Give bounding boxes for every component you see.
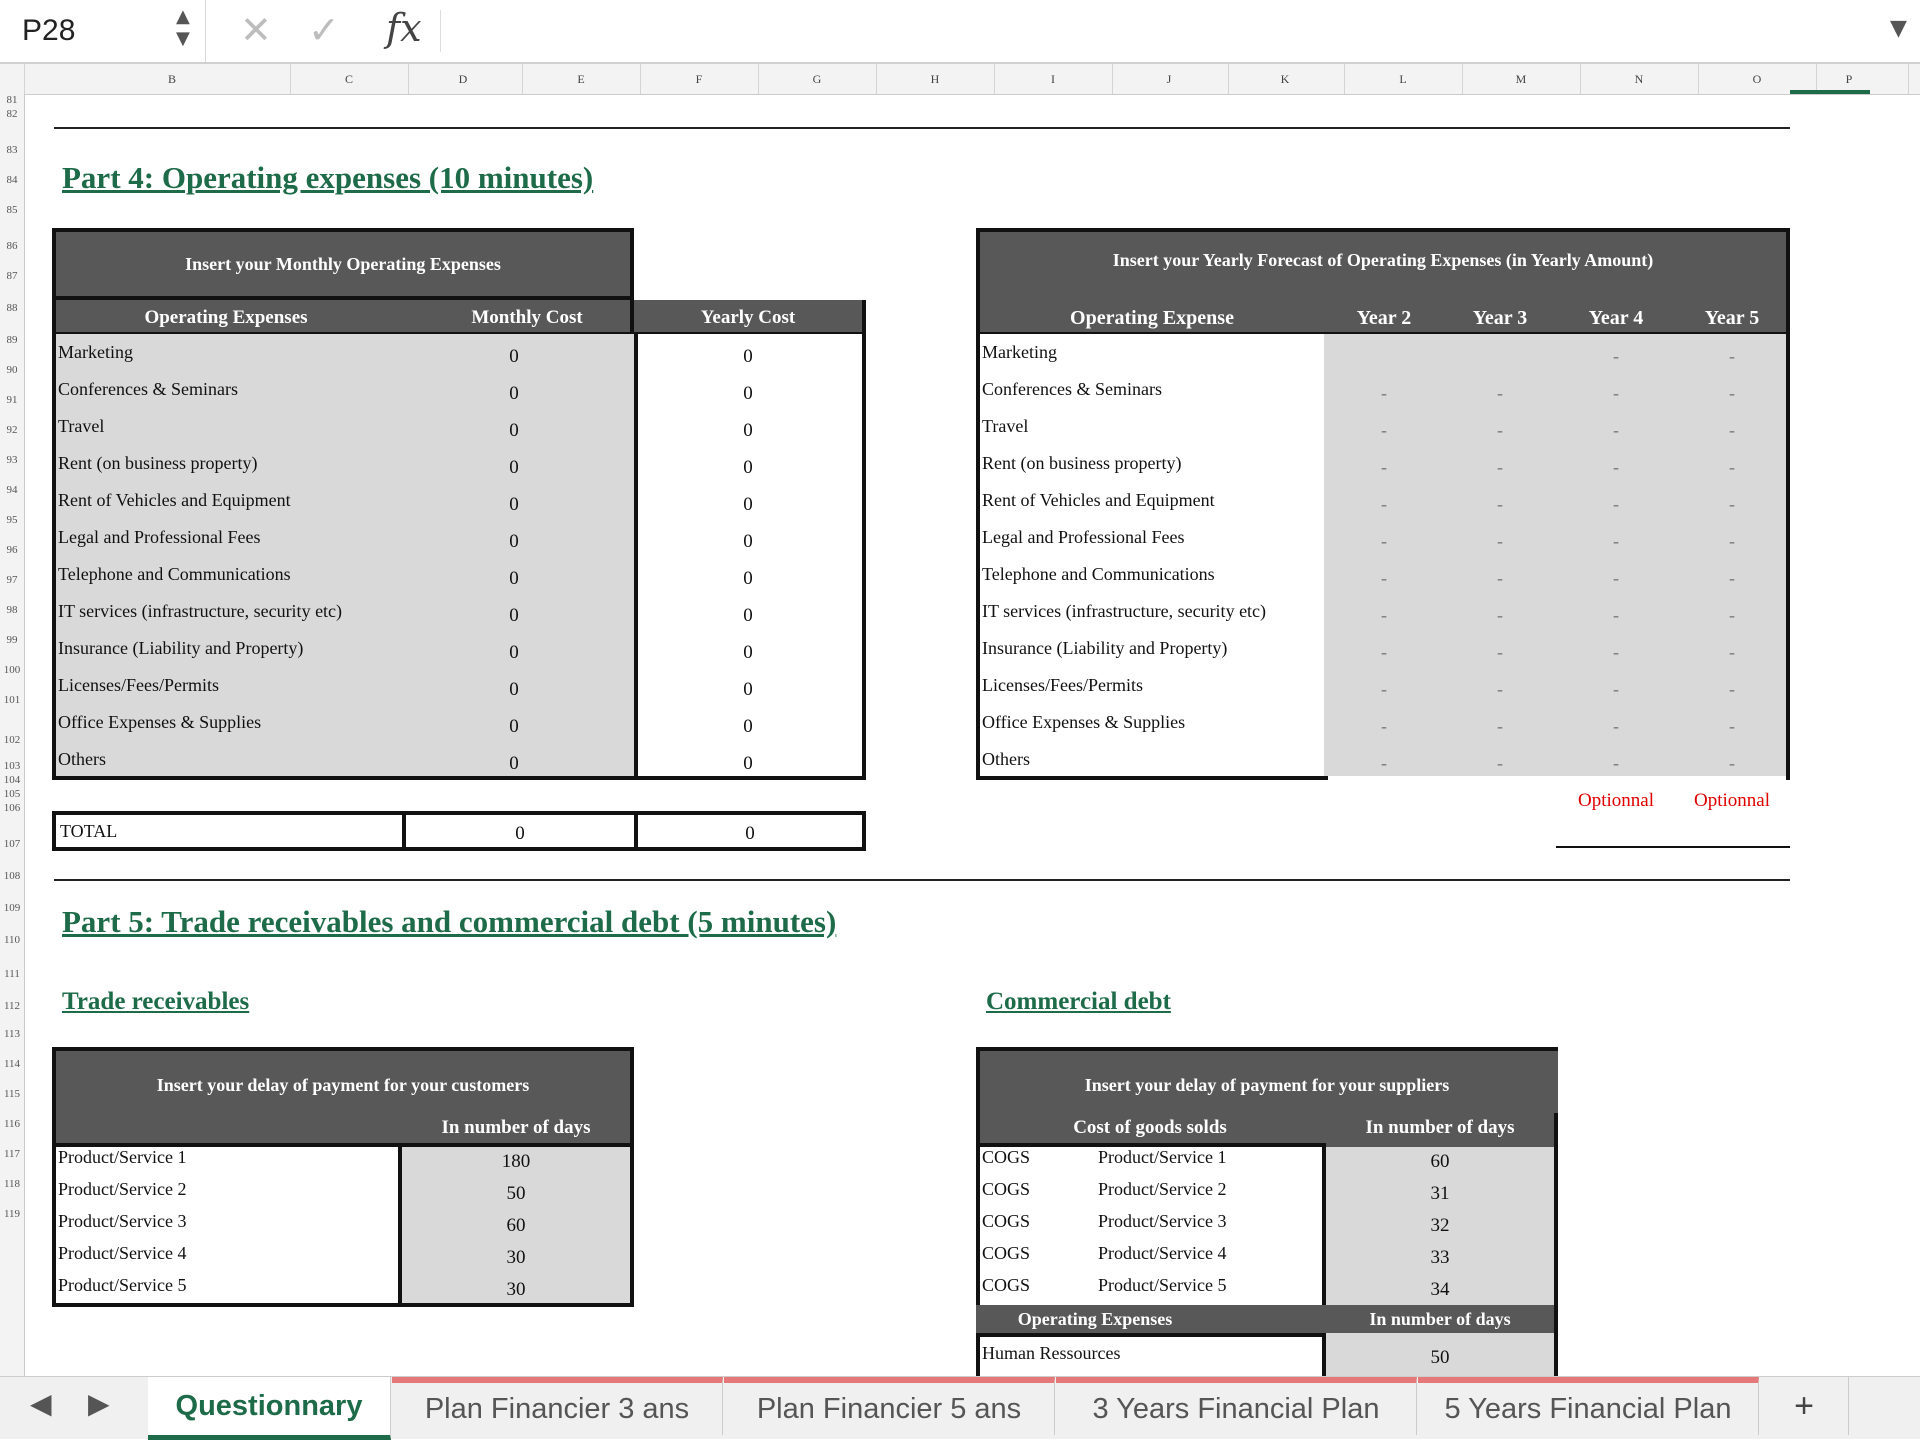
col-year-2: Year 2 — [1356, 307, 1412, 329]
forecast-cell[interactable]: - — [1729, 457, 1735, 477]
total-row — [52, 811, 866, 851]
row-header-102[interactable]: 102 — [3, 734, 21, 746]
monthly-cost-cell[interactable]: 0 — [509, 679, 519, 700]
total-monthly[interactable]: 0 — [515, 823, 525, 844]
monthly-cost-cell[interactable]: 0 — [509, 457, 519, 478]
expense-label: Conferences & Seminars — [58, 379, 238, 399]
tab-questionnary[interactable]: Questionnary — [148, 1377, 391, 1440]
column-header — [0, 64, 1920, 95]
expense-label: Marketing — [982, 342, 1057, 362]
row-header-101[interactable]: 101 — [3, 694, 21, 706]
formula-input[interactable] — [446, 4, 1876, 58]
days-cell[interactable]: 33 — [1430, 1247, 1450, 1268]
forecast-cell[interactable]: - — [1381, 716, 1387, 736]
row-header-90[interactable]: 90 — [6, 364, 18, 376]
row-header-83[interactable]: 83 — [6, 144, 18, 156]
column-header-D[interactable]: D — [404, 64, 523, 94]
forecast-cell[interactable]: - — [1497, 753, 1503, 773]
forecast-cell[interactable]: - — [1729, 383, 1735, 403]
row-header-89[interactable]: 89 — [6, 334, 18, 346]
forecast-cell[interactable]: - — [1729, 568, 1735, 588]
row-header-109[interactable]: 109 — [3, 902, 21, 914]
expense-label: Legal and Professional Fees — [982, 527, 1185, 547]
col-divider — [630, 298, 634, 338]
product-label: Product/Service 4 — [1098, 1243, 1227, 1263]
forecast-cell[interactable]: - — [1613, 642, 1619, 662]
expense-label: Office Expenses & Supplies — [58, 712, 262, 732]
expense-label: Marketing — [58, 342, 133, 362]
monthly-cost-cell[interactable]: 0 — [509, 494, 519, 515]
cogs-label: COGS — [982, 1179, 1031, 1199]
forecast-cell[interactable]: - — [1497, 679, 1503, 699]
corner-cell[interactable] — [0, 64, 25, 94]
expense-label: Others — [58, 749, 106, 769]
monthly-cost-cell[interactable]: 0 — [509, 568, 519, 589]
receivables-banner: Insert your delay of payment for your customers — [156, 1075, 530, 1095]
expense-label: Travel — [982, 416, 1029, 436]
column-header-H[interactable]: H — [876, 64, 995, 94]
row-header-98[interactable]: 98 — [6, 604, 18, 616]
monthly-expenses-table — [52, 228, 866, 780]
monthly-cost-cell[interactable]: 0 — [509, 753, 519, 774]
forecast-cell[interactable]: - — [1381, 642, 1387, 662]
days-cell[interactable]: 50 — [506, 1183, 526, 1204]
yearly-cost-cell[interactable]: 0 — [743, 605, 753, 626]
expense-label: Rent (on business property) — [982, 453, 1182, 473]
forecast-cell[interactable]: - — [1729, 531, 1735, 551]
name-box[interactable] — [0, 0, 206, 62]
yearly-cost-cell[interactable]: 0 — [743, 457, 753, 478]
product-label: Product/Service 3 — [58, 1211, 187, 1231]
row-header-88[interactable]: 88 — [6, 302, 18, 314]
monthly-cost-cell[interactable]: 0 — [509, 420, 519, 441]
forecast-cell[interactable]: - — [1613, 716, 1619, 736]
col-operating-expenses: Operating Expenses — [1017, 1309, 1173, 1329]
row-header-97[interactable]: 97 — [6, 574, 18, 586]
days-cell[interactable]: 180 — [501, 1151, 531, 1172]
days-cell[interactable]: 34 — [1430, 1279, 1450, 1300]
expense-label: IT services (infrastructure, security etc) — [58, 601, 343, 621]
row-header-119[interactable]: 119 — [3, 1208, 21, 1220]
tab-3-years-financial-plan[interactable]: 3 Years Financial Plan — [1056, 1377, 1417, 1435]
row-header-96[interactable]: 96 — [6, 544, 18, 556]
forecast-cell[interactable]: - — [1729, 494, 1735, 514]
row-header-115[interactable]: 115 — [3, 1088, 21, 1100]
column-header-B[interactable]: B — [54, 64, 291, 94]
forecast-cell[interactable]: - — [1497, 383, 1503, 403]
tab-5-years-financial-plan[interactable]: 5 Years Financial Plan — [1418, 1377, 1759, 1435]
optional-label-year5: Optionnal — [1694, 790, 1770, 811]
expense-label: Insurance (Liability and Property) — [982, 638, 1228, 658]
monthly-cost-cell[interactable]: 0 — [509, 605, 519, 626]
col-operating-expenses: Operating Expenses — [144, 307, 308, 328]
column-header-N[interactable]: N — [1580, 64, 1699, 94]
row-header-111[interactable]: 111 — [4, 968, 20, 980]
expense-label: Others — [982, 749, 1030, 769]
forecast-cell[interactable]: - — [1381, 494, 1387, 514]
row-header-99[interactable]: 99 — [6, 634, 18, 646]
forecast-cell[interactable]: - — [1381, 679, 1387, 699]
forecast-cell[interactable]: - — [1381, 605, 1387, 625]
monthly-cost-cell[interactable]: 0 — [509, 383, 519, 404]
forecast-cell[interactable]: - — [1613, 457, 1619, 477]
days-cell[interactable]: 60 — [506, 1215, 526, 1236]
commercial-debt-table — [976, 1047, 1558, 1376]
yearly-cost-cell[interactable]: 0 — [743, 568, 753, 589]
col-days: In number of days — [1365, 1117, 1515, 1138]
row-header-118[interactable]: 118 — [3, 1178, 21, 1190]
product-label: Product/Service 2 — [1098, 1179, 1227, 1199]
product-label: Product/Service 3 — [1098, 1211, 1227, 1231]
yearly-cost-cell[interactable]: 0 — [743, 420, 753, 441]
forecast-cell[interactable]: - — [1497, 568, 1503, 588]
row-header-106[interactable]: 106 — [3, 802, 21, 814]
scroll-right-icon[interactable]: ▶ — [88, 1387, 110, 1420]
col-year-3: Year 3 — [1472, 307, 1528, 329]
table-edge — [1554, 1113, 1558, 1376]
commercial-debt-title: Commercial debt — [986, 988, 1171, 1015]
product-label: Product/Service 1 — [1098, 1147, 1227, 1167]
row-header-112[interactable]: 112 — [3, 1000, 21, 1012]
row-header-93[interactable]: 93 — [6, 454, 18, 466]
optional-label-year4: Optionnal — [1578, 790, 1654, 811]
expense-label: Rent (on business property) — [58, 453, 258, 473]
part5-title: Part 5: Trade receivables and commercial debt (5 minutes) — [62, 904, 837, 939]
row-header-94[interactable]: 94 — [6, 484, 18, 496]
row-header-114[interactable]: 114 — [3, 1058, 21, 1070]
col-cost-of-goods: Cost of goods solds — [1073, 1117, 1227, 1138]
column-header-G[interactable]: G — [758, 64, 877, 94]
expense-label: Licenses/Fees/Permits — [58, 675, 219, 695]
yearly-cost-cell[interactable]: 0 — [743, 383, 753, 404]
yearly-banner: Insert your Yearly Forecast of Operating Expenses (in Yearly Amount) — [1112, 250, 1654, 270]
column-header-C[interactable]: C — [290, 64, 409, 94]
days-cell[interactable]: 50 — [1430, 1347, 1450, 1368]
expense-label: Insurance (Liability and Property) — [58, 638, 304, 658]
name-box-stepper-icon[interactable]: ▲ ▼ — [176, 6, 190, 49]
yearly-cost-cell[interactable]: 0 — [743, 531, 753, 552]
monthly-cost-cell[interactable]: 0 — [509, 716, 519, 737]
cogs-label: COGS — [982, 1275, 1031, 1295]
forecast-cell[interactable]: - — [1381, 457, 1387, 477]
yearly-cost-cell[interactable]: 0 — [743, 346, 753, 367]
expense-label: Rent of Vehicles and Equipment — [58, 490, 291, 510]
cogs-label: COGS — [982, 1211, 1031, 1231]
trade-receivables-title: Trade receivables — [62, 988, 250, 1015]
row-header-113[interactable]: 113 — [3, 1028, 21, 1040]
product-label: Product/Service 5 — [58, 1275, 187, 1295]
add-sheet-button[interactable]: + — [1760, 1377, 1849, 1435]
row-header-85[interactable]: 85 — [6, 204, 18, 216]
row-header — [0, 94, 25, 1376]
forecast-cell[interactable]: - — [1497, 457, 1503, 477]
product-label: Product/Service 4 — [58, 1243, 187, 1263]
cogs-label: COGS — [982, 1243, 1031, 1263]
days-cell[interactable]: 30 — [506, 1247, 526, 1268]
row-header-117[interactable]: 117 — [3, 1148, 21, 1160]
product-label: Product/Service 1 — [58, 1147, 187, 1167]
forecast-cell[interactable]: - — [1729, 346, 1735, 366]
days-cell[interactable]: 60 — [1430, 1151, 1450, 1172]
expense-label: Telephone and Communications — [58, 564, 291, 584]
forecast-cell[interactable]: - — [1729, 679, 1735, 699]
cell-reference[interactable]: P28 — [22, 14, 76, 47]
column-header-J[interactable]: J — [1110, 64, 1229, 94]
column-header-K[interactable]: K — [1226, 64, 1345, 94]
col-year-5: Year 5 — [1704, 307, 1760, 329]
scroll-left-icon[interactable]: ◀ — [30, 1387, 52, 1420]
row-header-110[interactable]: 110 — [3, 934, 21, 946]
sheet-tab-bar — [0, 1376, 1920, 1439]
debt-banner: Insert your delay of payment for your suppliers — [1084, 1075, 1450, 1095]
forecast-cell[interactable]: - — [1381, 420, 1387, 440]
divider — [54, 127, 1790, 129]
col-days: In number of days — [1369, 1309, 1511, 1329]
forecast-cell[interactable]: - — [1497, 420, 1503, 440]
yearly-cost-cell[interactable]: 0 — [743, 494, 753, 515]
expense-label: Rent of Vehicles and Equipment — [982, 490, 1215, 510]
column-header-O[interactable]: O — [1698, 64, 1817, 94]
forecast-cell[interactable]: - — [1497, 716, 1503, 736]
forecast-cell[interactable]: - — [1613, 494, 1619, 514]
forecast-cell[interactable]: - — [1381, 568, 1387, 588]
expense-label: Telephone and Communications — [982, 564, 1215, 584]
opex-label: Human Ressources — [982, 1343, 1121, 1363]
expense-label: Legal and Professional Fees — [58, 527, 261, 547]
days-cell[interactable]: 32 — [1430, 1215, 1450, 1236]
monthly-cost-cell[interactable]: 0 — [509, 531, 519, 552]
column-header-F[interactable]: F — [640, 64, 759, 94]
row-header-108[interactable]: 108 — [3, 870, 21, 882]
col-yearly-cost: Yearly Cost — [700, 307, 796, 328]
forecast-cell[interactable]: - — [1381, 753, 1387, 773]
part4-title: Part 4: Operating expenses (10 minutes) — [62, 160, 594, 195]
forecast-cell[interactable]: - — [1381, 383, 1387, 403]
forecast-cell[interactable]: - — [1613, 346, 1619, 366]
selected-column-indicator — [1790, 90, 1870, 94]
yearly-cost-cell[interactable]: 0 — [743, 753, 753, 774]
expense-label: Conferences & Seminars — [982, 379, 1162, 399]
forecast-cell[interactable]: - — [1613, 605, 1619, 625]
total-yearly[interactable]: 0 — [745, 823, 755, 844]
confirm-icon[interactable]: ✓ — [308, 8, 340, 52]
yearly-cost-cell[interactable]: 0 — [743, 716, 753, 737]
forecast-cell[interactable]: - — [1497, 494, 1503, 514]
monthly-cost-cell[interactable]: 0 — [509, 642, 519, 663]
column-header-P[interactable]: P — [1790, 64, 1909, 94]
col-year-4: Year 4 — [1588, 307, 1644, 329]
expense-label: Travel — [58, 416, 105, 436]
row-header-81[interactable]: 81 — [6, 94, 18, 106]
row-header-103[interactable]: 103 — [3, 760, 21, 772]
forecast-cell[interactable]: - — [1497, 531, 1503, 551]
optional-underline — [1556, 846, 1790, 848]
days-cell[interactable]: 31 — [1430, 1183, 1450, 1204]
col-operating-expense: Operating Expense — [1070, 307, 1234, 329]
yearly-forecast-table — [976, 228, 1790, 780]
forecast-cell[interactable]: - — [1729, 642, 1735, 662]
formula-bar — [0, 0, 1920, 64]
row-header-116[interactable]: 116 — [3, 1118, 21, 1130]
expense-label: Office Expenses & Supplies — [982, 712, 1186, 732]
row-header-82[interactable]: 82 — [6, 108, 18, 120]
forecast-cell[interactable]: - — [1497, 642, 1503, 662]
yearly-cost-cell[interactable]: 0 — [743, 642, 753, 663]
forecast-cell[interactable]: - — [1729, 420, 1735, 440]
row-header-107[interactable]: 107 — [3, 838, 21, 850]
row-header-100[interactable]: 100 — [3, 664, 21, 676]
days-cell[interactable]: 30 — [506, 1279, 526, 1300]
expense-label: IT services (infrastructure, security etc) — [982, 601, 1267, 621]
yearly-cost-cell[interactable]: 0 — [743, 679, 753, 700]
monthly-banner: Insert your Monthly Operating Expenses — [52, 228, 634, 300]
forecast-cell[interactable]: - — [1613, 753, 1619, 773]
cogs-label: COGS — [982, 1147, 1031, 1167]
function-icon[interactable]: fx — [386, 6, 422, 50]
total-label: TOTAL — [60, 821, 118, 841]
forecast-cell[interactable]: - — [1613, 383, 1619, 403]
row-header-92[interactable]: 92 — [6, 424, 18, 436]
row-header-84[interactable]: 84 — [6, 174, 18, 186]
forecast-cell[interactable]: - — [1613, 531, 1619, 551]
column-header-E[interactable]: E — [522, 64, 641, 94]
monthly-cost-cell[interactable]: 0 — [509, 346, 519, 367]
tab-plan-financier-3-ans[interactable]: Plan Financier 3 ans — [392, 1377, 723, 1435]
row-header-95[interactable]: 95 — [6, 514, 18, 526]
chevron-down-icon[interactable]: ▼ — [1890, 16, 1907, 41]
cancel-icon[interactable]: ✕ — [240, 8, 272, 52]
product-label: Product/Service 5 — [1098, 1275, 1227, 1295]
column-header-M[interactable]: M — [1462, 64, 1581, 94]
column-header-I[interactable]: I — [994, 64, 1113, 94]
forecast-cell[interactable]: - — [1497, 605, 1503, 625]
tab-plan-financier-5-ans[interactable]: Plan Financier 5 ans — [724, 1377, 1055, 1435]
col-monthly-cost: Monthly Cost — [471, 307, 583, 328]
forecast-cell[interactable]: - — [1729, 753, 1735, 773]
row-header-86[interactable]: 86 — [6, 240, 18, 252]
forecast-cell[interactable]: - — [1613, 568, 1619, 588]
forecast-cell[interactable]: - — [1613, 679, 1619, 699]
row-header-87[interactable]: 87 — [6, 270, 18, 282]
expense-label: Licenses/Fees/Permits — [982, 675, 1143, 695]
forecast-cell[interactable]: - — [1381, 531, 1387, 551]
column-header-L[interactable]: L — [1344, 64, 1463, 94]
row-header-104[interactable]: 104 — [3, 774, 21, 786]
row-header-105[interactable]: 105 — [3, 788, 21, 800]
divider — [54, 879, 1790, 881]
formula-separator — [440, 10, 441, 52]
forecast-cell[interactable]: - — [1729, 605, 1735, 625]
product-label: Product/Service 2 — [58, 1179, 187, 1199]
col-days: In number of days — [441, 1117, 591, 1138]
forecast-cell[interactable]: - — [1729, 716, 1735, 736]
forecast-cell[interactable]: - — [1613, 420, 1619, 440]
receivables-table — [52, 1047, 634, 1307]
row-header-91[interactable]: 91 — [6, 394, 18, 406]
